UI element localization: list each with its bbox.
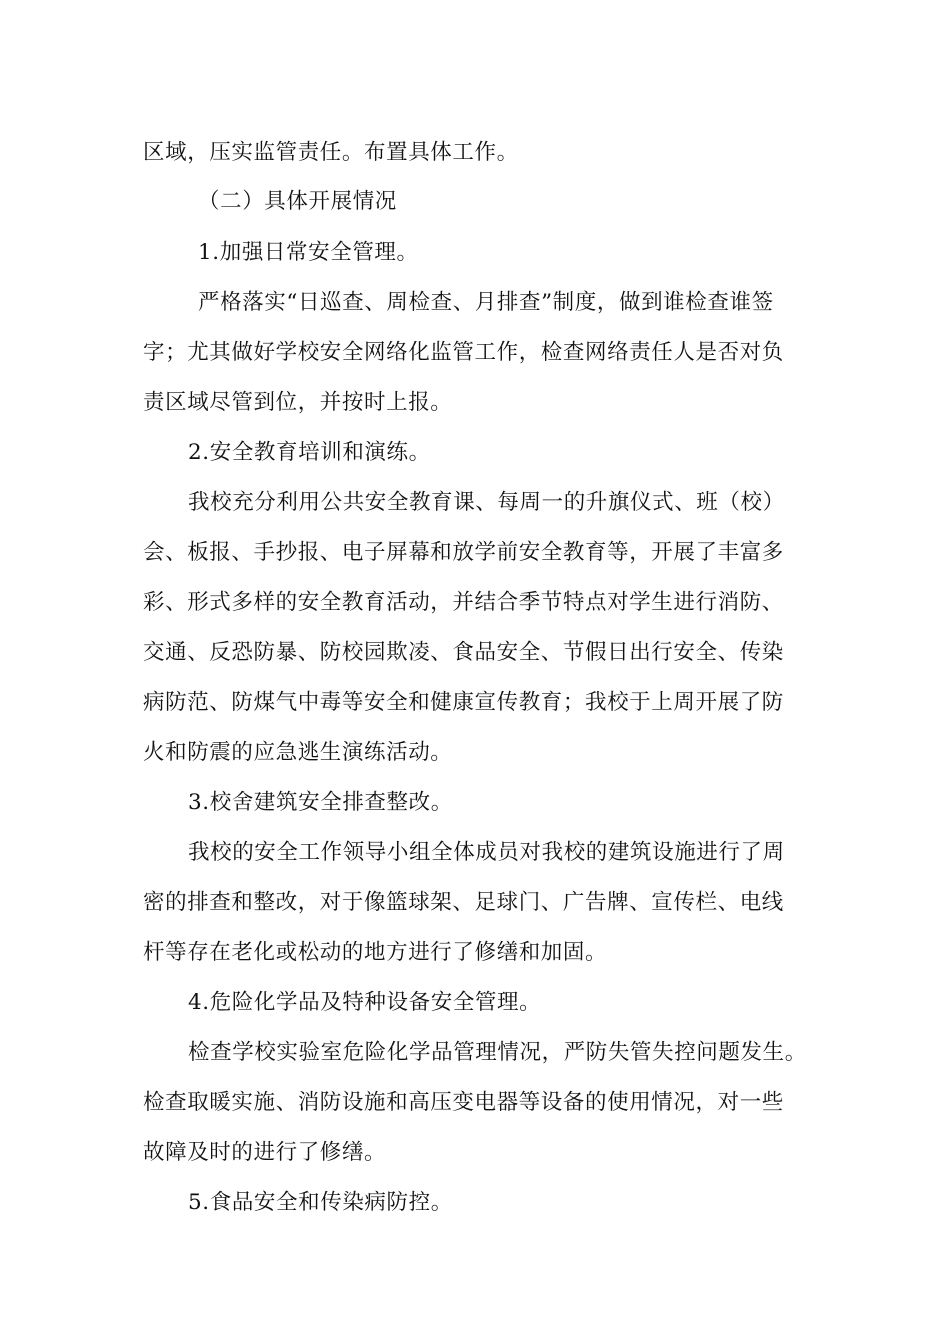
paragraph-3-line-3: 杆等存在老化或松动的地方进行了修缮和加固。 bbox=[143, 940, 608, 965]
paragraph-2-line-5: 病防范、防煤气中毒等安全和健康宣传教育；我校于上周开展了防 bbox=[143, 690, 784, 715]
paragraph-2-line-4: 交通、反恐防暴、防校园欺凌、食品安全、节假日出行安全、传染 bbox=[143, 640, 784, 665]
section-heading: （二）具体开展情况 bbox=[198, 189, 397, 214]
paragraph-1-line-3: 责区域尽管到位，并按时上报。 bbox=[143, 390, 453, 415]
subheading-2: 2.安全教育培训和演练。 bbox=[188, 440, 431, 465]
paragraph-2-line-1: 我校充分利用公共安全教育课、每周一的升旗仪式、班（校） bbox=[188, 490, 785, 515]
subheading-4: 4.危险化学品及特种设备安全管理。 bbox=[188, 990, 542, 1015]
paragraph-1-line-1: 严格落实“日巡查、周检查、月排查”制度，做到谁检查谁签 bbox=[198, 290, 774, 315]
paragraph-2-line-2: 会、板报、手抄报、电子屏幕和放学前安全教育等，开展了丰富多 bbox=[143, 540, 784, 565]
paragraph-3-line-1: 我校的安全工作领导小组全体成员对我校的建筑设施进行了周 bbox=[188, 840, 785, 865]
paragraph-continuation: 区域，压实监管责任。布置具体工作。 bbox=[143, 140, 519, 165]
paragraph-4-line-1: 检查学校实验室危险化学品管理情况，严防失管失控问题发生。 bbox=[188, 1040, 807, 1065]
paragraph-3-line-2: 密的排查和整改，对于像篮球架、足球门、广告牌、宣传栏、电线 bbox=[143, 890, 784, 915]
subheading-5: 5.食品安全和传染病防控。 bbox=[188, 1190, 453, 1215]
paragraph-4-line-2: 检查取暖实施、消防设施和高压变电器等设备的使用情况，对一些 bbox=[143, 1090, 784, 1115]
paragraph-2-line-3: 彩、形式多样的安全教育活动，并结合季节特点对学生进行消防、 bbox=[143, 590, 784, 615]
paragraph-4-line-3: 故障及时的进行了修缮。 bbox=[143, 1140, 387, 1165]
paragraph-1-line-2: 字；尤其做好学校安全网络化监管工作，检查网络责任人是否对负 bbox=[143, 340, 784, 365]
subheading-3: 3.校舍建筑安全排查整改。 bbox=[188, 790, 453, 815]
paragraph-2-line-6: 火和防震的应急逃生演练活动。 bbox=[143, 740, 453, 765]
subheading-1: 1.加强日常安全管理。 bbox=[198, 240, 419, 265]
